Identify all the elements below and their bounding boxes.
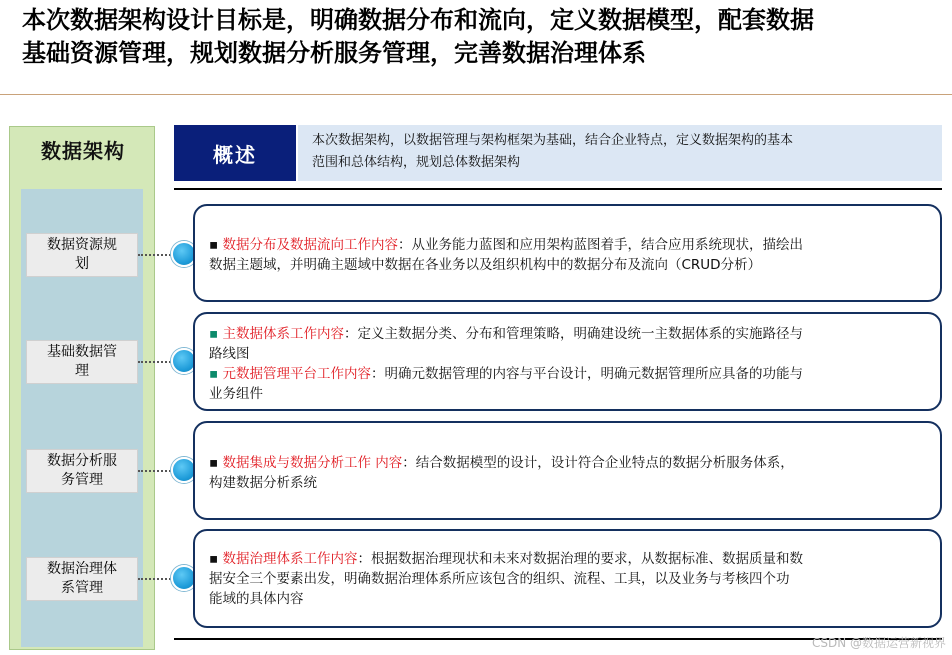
section-item (209, 453, 928, 493)
bullet-icon: ▪ (209, 326, 219, 342)
section-text: ：从业务能力蓝图和应用架构蓝图着手，结合应用系统现状，描绘出 (397, 237, 803, 253)
section-data-governance (193, 529, 942, 628)
nav-item-label-line1: 数据资源规 (47, 237, 117, 253)
nav-item-label-line2: 理 (75, 363, 89, 379)
section-text-cont: 数据主题域，并明确主题域中数据在各业务以及组织机构中的数据分布及流向（CRUD分析） (209, 257, 762, 273)
overview-text (298, 125, 942, 181)
section-heading: 主数据体系工作内容 (222, 326, 344, 342)
section-item (209, 235, 928, 275)
section-heading: 数据集成与数据分析工作 内容 (222, 455, 403, 471)
section-item (209, 364, 928, 404)
section-text-cont: 据安全三个要素出发，明确数据治理体系所应该包含的组织、流程、工具，以及业务与考核四个功 (209, 571, 790, 587)
section-text: ：结合数据模型的设计，设计符合企业特点的数据分析服务体系， (402, 455, 794, 471)
page-title-line2: 基础资源管理，规划数据分析服务管理，完善数据治理体系 (22, 39, 646, 67)
section-data-analysis-service (193, 421, 942, 520)
nav-item-label-line1: 数据分析服 (47, 453, 117, 469)
section-heading: 数据分布及数据流向工作内容 (222, 237, 398, 253)
bullet-icon: ▪ (209, 237, 219, 253)
section-heading: 元数据管理平台工作内容 (222, 366, 371, 382)
nav-item-label-line1: 基础数据管 (47, 344, 117, 360)
section-text: ：明确元数据管理的内容与平台设计，明确元数据管理所应具备的功能与 (370, 366, 803, 382)
section-text-cont: 路线图 (209, 346, 250, 362)
watermark: CSDN @数据运营新视界 (811, 636, 946, 650)
bullet-icon: ▪ (209, 366, 219, 382)
nav-item-data-analysis-service[interactable] (26, 449, 138, 493)
page-title-line1: 本次数据架构设计目标是，明确数据分布和流向，定义数据模型，配套数据 (22, 6, 814, 34)
nav-item-label-line2: 划 (75, 256, 89, 272)
section-basic-data-management (193, 312, 942, 411)
section-data-resource-planning (193, 204, 942, 302)
bullet-icon: ▪ (209, 551, 219, 567)
nav-item-data-resource-planning[interactable] (26, 233, 138, 277)
left-panel-title: 数据架构 (41, 139, 125, 163)
page-title (22, 4, 942, 70)
nav-item-label-line2: 系管理 (61, 580, 103, 596)
section-text: ：定义主数据分类、分布和管理策略，明确建设统一主数据体系的实施路径与 (343, 326, 803, 342)
nav-item-label-line2: 务管理 (61, 472, 103, 488)
section-text: ：根据数据治理现状和未来对数据治理的要求，从数据标准、数据质量和数 (357, 551, 803, 567)
nav-item-basic-data-management[interactable] (26, 340, 138, 384)
bullet-icon: ▪ (209, 455, 219, 471)
overview-text-line2: 范围和总体结构，规划总体数据架构 (312, 155, 521, 170)
nav-item-data-governance[interactable] (26, 557, 138, 601)
section-item (209, 324, 928, 364)
section-text-cont: 能域的具体内容 (209, 591, 304, 607)
section-text-cont: 业务组件 (209, 386, 263, 402)
overview-divider (174, 188, 942, 190)
overview-label: 概述 (174, 125, 296, 181)
section-heading: 数据治理体系工作内容 (222, 551, 358, 567)
overview-text-line1: 本次数据架构，以数据管理与架构框架为基础，结合企业特点，定义数据架构的基本 (312, 133, 794, 148)
nav-item-label-line1: 数据治理体 (47, 561, 117, 577)
section-item (209, 549, 928, 609)
title-divider (0, 94, 952, 95)
section-text-cont: 构建数据分析系统 (209, 475, 317, 491)
